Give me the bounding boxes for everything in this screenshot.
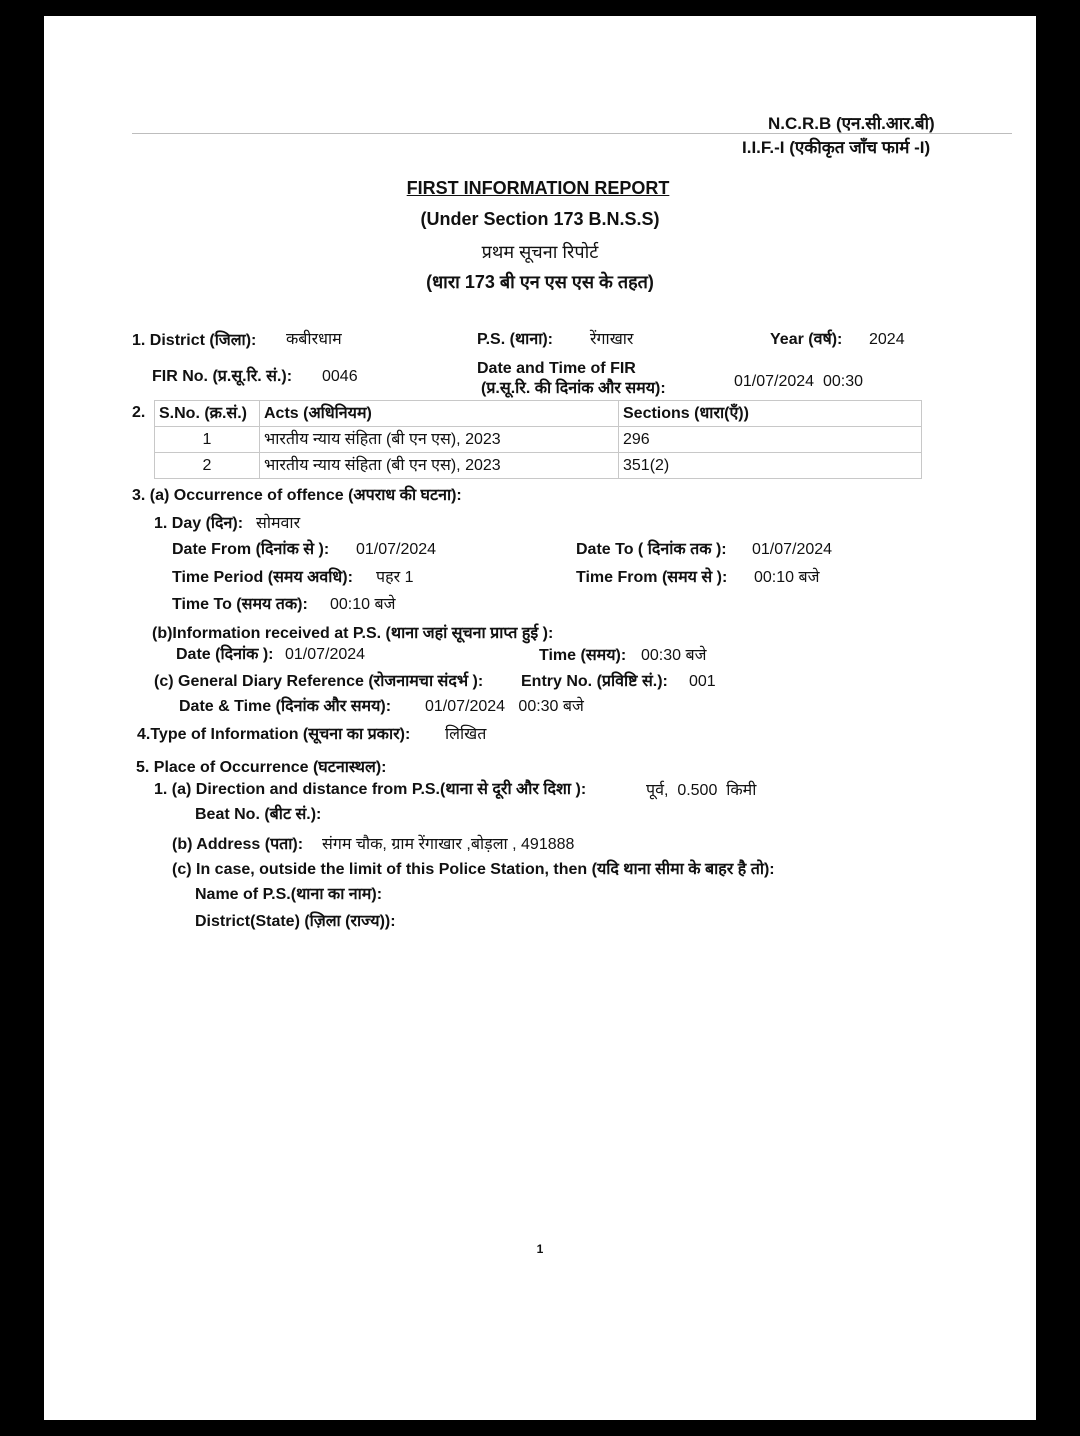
date-to-label: Date To ( दिनांक तक ): <box>576 541 727 558</box>
table-row <box>155 453 922 479</box>
place-heading: 5. Place of Occurrence (घटनास्थल): <box>136 759 387 776</box>
beat-no-label: Beat No. (बीट सं.): <box>195 806 322 823</box>
gd-datetime-value: 01/07/2024 00:30 बजे <box>425 698 584 715</box>
info-time-label: Time (समय): <box>539 647 627 664</box>
section-cell: 296 <box>619 427 922 453</box>
act-cell: भारतीय न्याय संहिता (बी एन एस), 2023 <box>260 453 619 479</box>
sno-cell: 2 <box>155 453 260 479</box>
time-period-label: Time Period (समय अवधि): <box>172 569 353 586</box>
header-rule <box>132 133 1012 134</box>
time-to-value: 00:10 बजे <box>330 596 396 613</box>
district-state-label: District(State) (ज़िला (राज्य)): <box>195 913 396 930</box>
report-title-hindi: प्रथम सूचना रिपोर्ट <box>481 242 599 262</box>
ncrb-header: N.C.R.B (एन.सी.आर.बी) <box>768 114 935 133</box>
report-title: FIRST INFORMATION REPORT <box>406 178 670 198</box>
direction-value: पूर्व, 0.500 किमी <box>646 782 757 799</box>
district-value: कबीरधाम <box>286 331 342 348</box>
page-number: 1 <box>536 1242 544 1256</box>
info-type-value: लिखित <box>445 726 487 743</box>
time-from-value: 00:10 बजे <box>754 569 820 586</box>
info-received-label: (b)Information received at P.S. (थाना जहां सूचना प्राप्त हुई ): <box>152 625 554 642</box>
sno-header: S.No. (क्र.सं.) <box>155 401 260 427</box>
acts-table-header <box>155 401 922 427</box>
direction-label: 1. (a) Direction and distance from P.S.(थाना से दूरी और दिशा ): <box>154 781 587 798</box>
table-row <box>155 427 922 453</box>
fir-label: FIR No. (प्र.सू.रि. सं.): <box>152 368 293 385</box>
gd-datetime-label: Date & Time (दिनांक और समय): <box>179 698 392 715</box>
entry-no-value: 001 <box>689 673 716 690</box>
document-page <box>44 16 1036 1420</box>
time-to-label: Time To (समय तक): <box>172 596 308 613</box>
year-label: Year (वर्ष): <box>770 331 843 348</box>
time-from-label: Time From (समय से ): <box>576 569 728 586</box>
fir-datetime-label-hindi: (प्र.सू.रि. की दिनांक और समय): <box>481 380 666 397</box>
section-cell: 351(2) <box>619 453 922 479</box>
general-diary-label: (c) General Diary Reference (रोजनामचा संदर्भ ): <box>154 673 484 690</box>
outside-limit-label: (c) In case, outside the limit of this Police Station, then (यदि थाना सीमा के बाहर है तो): <box>172 861 775 878</box>
district-label: 1. District (जिला): <box>132 332 257 349</box>
day-value: सोमवार <box>256 515 301 532</box>
ps-label: P.S. (थाना): <box>477 331 553 348</box>
address-label: (b) Address (पता): <box>172 836 304 853</box>
date-from-value: 01/07/2024 <box>356 541 437 558</box>
date-to-value: 01/07/2024 <box>752 541 833 558</box>
info-date-value: 01/07/2024 <box>285 646 366 663</box>
info-time-value: 00:30 बजे <box>641 647 707 664</box>
fir-datetime-value: 01/07/2024 00:30 <box>734 373 864 390</box>
ps-name-label: Name of P.S.(थाना का नाम): <box>195 886 383 903</box>
year-value: 2024 <box>869 331 905 348</box>
acts-header: Acts (अधिनियम) <box>260 401 619 427</box>
acts-table <box>154 400 922 479</box>
report-section-en: (Under Section 173 B.N.S.S) <box>420 209 660 229</box>
sno-cell: 1 <box>155 427 260 453</box>
day-label: 1. Day (दिन): <box>154 515 244 532</box>
ps-value: रेंगाखार <box>590 331 634 348</box>
time-period-value: पहर 1 <box>376 569 414 586</box>
address-value: संगम चौक, ग्राम रेंगाखार ,बोड़ला , 491888 <box>322 836 575 853</box>
date-from-label: Date From (दिनांक से ): <box>172 541 330 558</box>
fir-datetime-label: Date and Time of FIR <box>477 360 636 377</box>
info-date-label: Date (दिनांक ): <box>176 646 274 663</box>
entry-no-label: Entry No. (प्रविष्टि सं.): <box>521 673 668 690</box>
iif-header: I.I.F.-I (एकीकृत जाँच फार्म -I) <box>742 138 931 157</box>
acts-number: 2. <box>132 404 146 421</box>
sections-header: Sections (धारा(एँ)) <box>619 401 922 427</box>
fir-value: 0046 <box>322 368 358 385</box>
act-cell: भारतीय न्याय संहिता (बी एन एस), 2023 <box>260 427 619 453</box>
report-section-hindi: (धारा 173 बी एन एस एस के तहत) <box>426 272 654 292</box>
occurrence-heading: 3. (a) Occurrence of offence (अपराध की घटना): <box>132 487 462 504</box>
info-type-label: 4.Type of Information (सूचना का प्रकार): <box>137 726 411 743</box>
